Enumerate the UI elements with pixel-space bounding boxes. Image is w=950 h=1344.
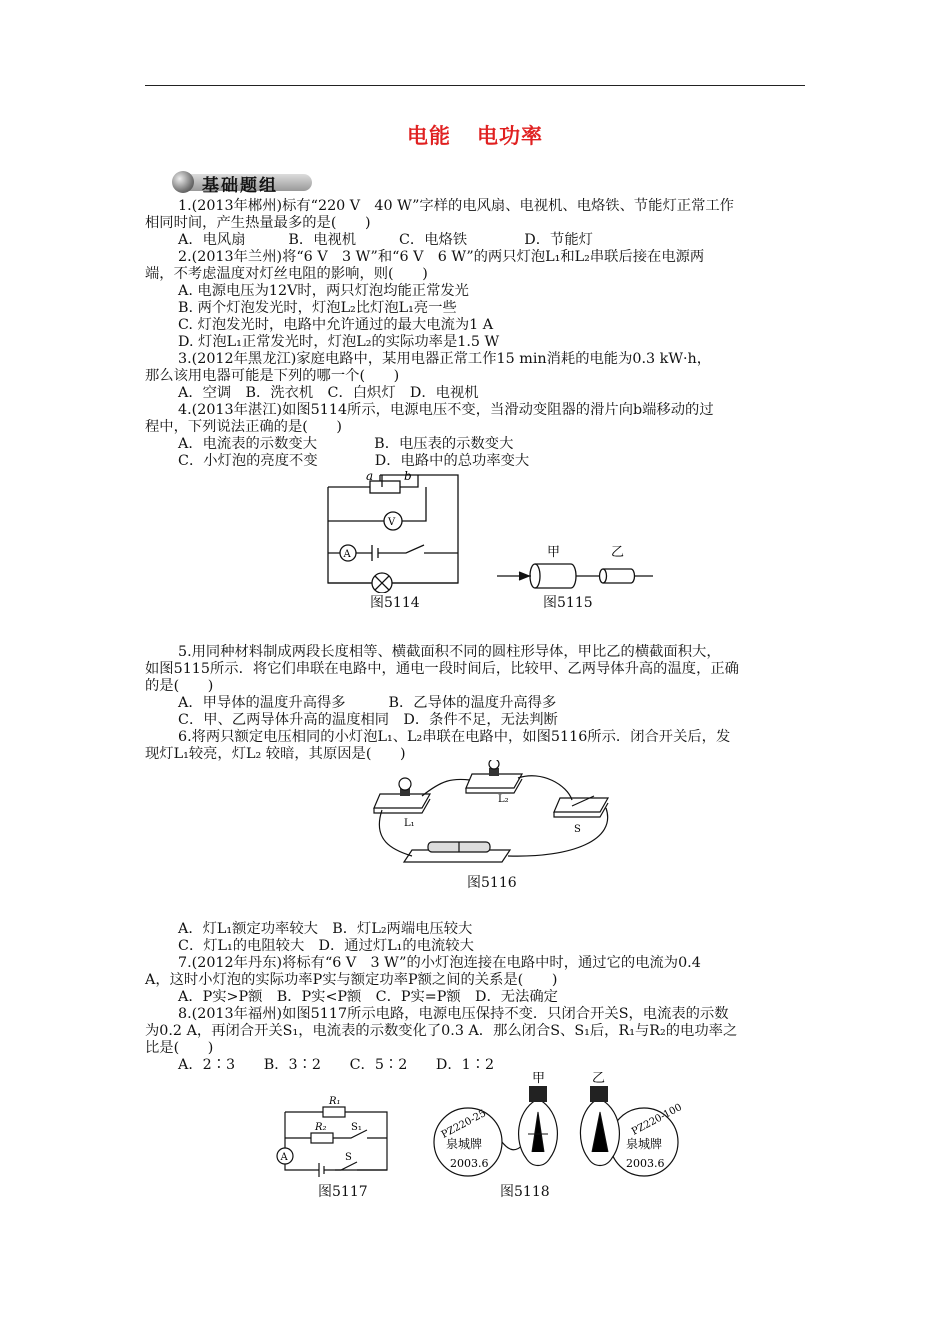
q7-line-2: A，这时小灯泡的实际功率P实与额定功率P额之间的关系是( ): [145, 972, 558, 988]
q4-options-cd: C．小灯泡的亮度不变 D．电路中的总功率变大: [178, 453, 530, 469]
page-title: [0, 120, 950, 150]
q8-options: A．2∶3 B．3∶2 C．5∶2 D．1∶2: [178, 1057, 495, 1073]
label-brand-2: 泉城牌: [626, 1137, 663, 1151]
label-a-5117: A: [280, 1152, 288, 1163]
caption-5118: 图5118: [500, 1184, 550, 1200]
q2-option-d: D. 灯泡L₁正常发光时，灯泡L₂的实际功率是1.5 W: [178, 334, 500, 350]
title-part-1: 电能: [407, 123, 451, 148]
section-ball-icon: [172, 171, 194, 193]
q2-option-a: A. 电源电压为12V时，两只灯泡均能正常发光: [178, 283, 469, 299]
caption-5116: 图5116: [467, 875, 517, 891]
q5-line-1: 5.用同种材料制成两段长度相等、横截面积不同的圆柱形导体，甲比乙的横截面积大，: [178, 644, 721, 660]
label-a: a: [366, 469, 374, 483]
label-s-5117: S: [345, 1152, 352, 1163]
figure-5118-bulbs: [420, 1072, 690, 1180]
q6-options-cd: C．灯L₁的电阻较大 D．通过灯L₁的电流较大: [178, 938, 474, 954]
q5-line-2: 如图5115所示．将它们串联在电路中，通电一段时间后，比较甲、乙两导体升高的温度，正确: [145, 661, 739, 677]
title-part-2: 电功率: [477, 123, 543, 148]
q2-option-c: C. 灯泡发光时，电路中允许通过的最大电流为1 A: [178, 317, 494, 333]
label-yi: 乙: [611, 545, 625, 560]
bulb-l1-icon: [399, 778, 411, 796]
section-title: 基础题组: [202, 176, 278, 196]
q5-options-cd: C．甲、乙两导体升高的温度相同 D．条件不足，无法判断: [178, 712, 558, 728]
label-bulb-yi: 乙: [592, 1072, 606, 1086]
q4-line-2: 程中，下列说法正确的是( ): [145, 419, 343, 435]
label-a-meter: A: [343, 549, 351, 560]
q2-line-1: 2.(2013年兰州)将“6 V 3 W”和“6 V 6 W”的两只灯泡L₁和L₂串联后接在电源两: [178, 249, 705, 265]
label-s1: S₁: [351, 1122, 362, 1133]
label-v: V: [388, 517, 396, 528]
q8-line-2: 为0.2 A，再闭合开关S₁，电流表的示数变化了0.3 A．那么闭合S、S₁后，R₁与R₂的电功率之: [145, 1023, 738, 1039]
q1-line-2: 相同时间，产生热量最多的是( ): [145, 215, 371, 231]
caption-5115: 图5115: [543, 595, 593, 611]
bulb-jia-icon: [519, 1086, 558, 1166]
q2-line-2: 端，不考虑温度对灯丝电阻的影响，则( ): [145, 266, 428, 282]
label-bulb-jia: 甲: [532, 1072, 546, 1086]
figure-5117-circuit: [275, 1090, 395, 1182]
q3-line-1: 3.(2012年黑龙江)家庭电路中，某用电器正常工作15 min消耗的电能为0.3 kW·h，: [178, 351, 712, 367]
caption-5117: 图5117: [318, 1184, 368, 1200]
figure-5116-circuit: [372, 760, 622, 872]
label-l1: L₁: [404, 818, 415, 829]
label-date-1: 2003.6: [450, 1157, 489, 1170]
q1-line-1: 1.(2013年郴州)标有“220 V 40 W”字样的电风扇、电视机、电烙铁、节能灯正常工作: [178, 198, 734, 214]
label-pz25: PZ220-25: [439, 1108, 489, 1141]
top-rule: [145, 85, 805, 86]
figure-5115-conductors: [495, 540, 655, 600]
q4-options-ab: A．电流表的示数变大 B．电压表的示数变大: [178, 436, 514, 452]
q7-line-1: 7.(2012年丹东)将标有“6 V 3 W”的小灯泡连接在电路中时，通过它的电流为0.4: [178, 955, 701, 971]
label-s-switch: S: [574, 824, 581, 835]
q5-options-ab: A．甲导体的温度升高得多 B．乙导体的温度升高得多: [178, 695, 557, 711]
label-r2: R₂: [315, 1122, 327, 1133]
q7-options: A．P实>P额 B．P实<P额 C．P实=P额 D．无法确定: [178, 989, 558, 1005]
q3-options: A．空调 B．洗衣机 C．白炽灯 D．电视机: [178, 385, 479, 401]
q6-line-1: 6.将两只额定电压相同的小灯泡L₁、L₂串联在电路中，如图5116所示．闭合开关后，发: [178, 729, 731, 745]
figure-5114-circuit: [320, 465, 470, 593]
q4-line-1: 4.(2013年湛江)如图5114所示，电源电压不变，当滑动变阻器的滑片向b端移动的过: [178, 402, 714, 418]
lamp-icon: [372, 573, 392, 593]
q5-line-3: 的是( ): [145, 678, 214, 694]
q2-option-b: B. 两个灯泡发光时，灯泡L₂比灯泡L₁亮一些: [178, 300, 457, 316]
label-brand-1: 泉城牌: [446, 1137, 483, 1151]
bulb-l2-icon: [489, 760, 499, 776]
label-b: b: [404, 469, 412, 483]
caption-5114: 图5114: [370, 595, 420, 611]
q8-line-3: 比是( ): [145, 1040, 214, 1056]
label-l2: L₂: [498, 794, 509, 805]
q6-options-ab: A．灯L₁额定功率较大 B．灯L₂两端电压较大: [178, 921, 473, 937]
label-r1: R₁: [329, 1096, 341, 1107]
q3-line-2: 那么该用电器可能是下列的哪一个( ): [145, 368, 400, 384]
label-pz100: PZ220-100: [629, 1102, 684, 1138]
bulb-yi-icon: [580, 1086, 619, 1166]
label-date-2: 2003.6: [626, 1157, 665, 1170]
section-header: [172, 170, 322, 196]
q1-options: A．电风扇 B．电视机 C．电烙铁 D．节能灯: [178, 232, 593, 248]
q8-line-1: 8.(2013年福州)如图5117所示电路，电源电压保持不变．只闭合开关S，电流表的示数: [178, 1006, 729, 1022]
q6-line-2: 现灯L₁较亮，灯L₂ 较暗，其原因是( ): [145, 746, 406, 762]
label-jia: 甲: [547, 545, 561, 560]
